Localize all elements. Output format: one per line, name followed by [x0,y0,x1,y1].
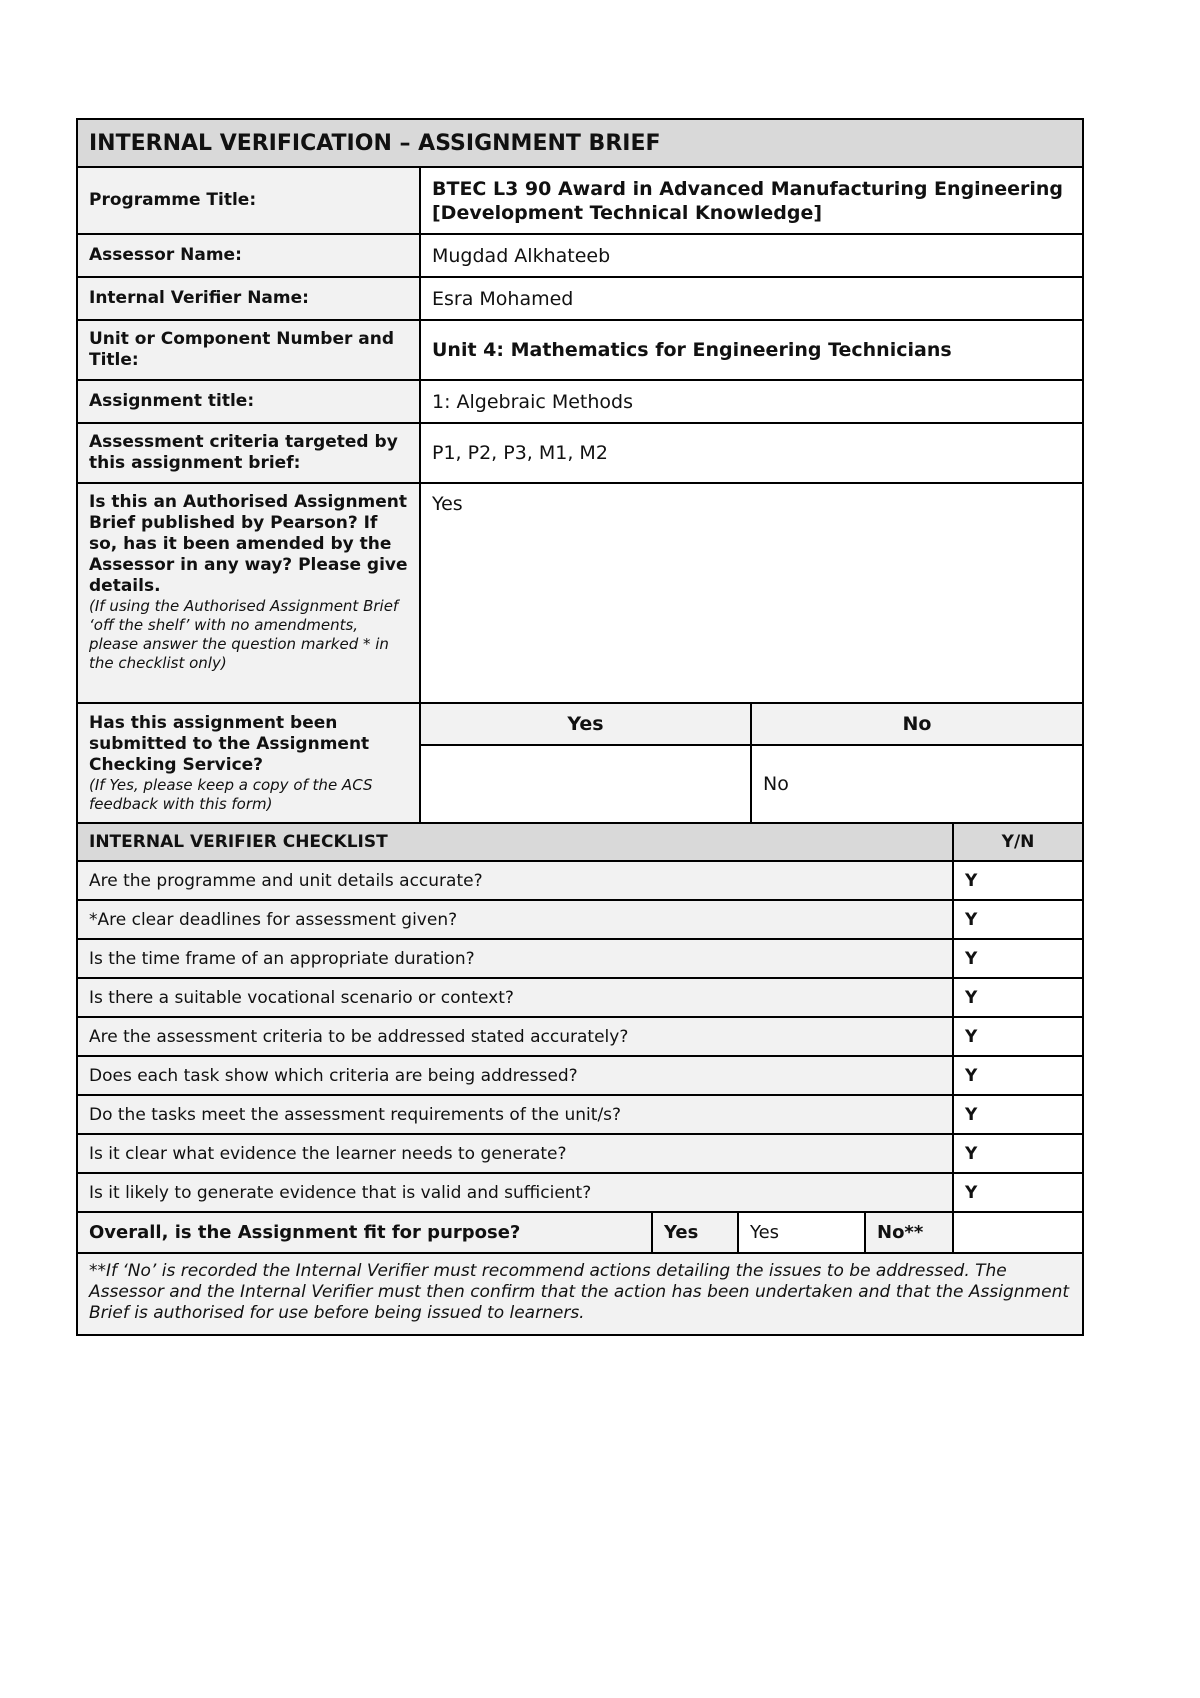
acs-note: (If Yes, please keep a copy of the ACS feedback with this form) [89,775,373,813]
checklist-row [77,1095,1083,1134]
acs-no-value[interactable]: No [751,745,1083,823]
checklist-answer[interactable]: Y [953,1095,1083,1134]
authorised-brief-value[interactable]: Yes [420,483,1083,703]
checklist-row [77,861,1083,900]
checklist-answer[interactable]: Y [953,1173,1083,1212]
checklist-question: Is it likely to generate evidence that is valid and sufficient? [77,1173,953,1212]
checklist-answer-header: Y/N [953,823,1083,861]
acs-question: Has this assignment been submitted to the Assignment Checking Service? [89,712,370,775]
programme-title-label: Programme Title: [77,167,420,234]
checklist-answer[interactable]: Y [953,939,1083,978]
checklist-answer[interactable]: Y [953,978,1083,1017]
checklist-row [77,1173,1083,1212]
checklist-question: Are the assessment criteria to be addressed stated accurately? [77,1017,953,1056]
checklist-row [77,978,1083,1017]
checklist-answer[interactable]: Y [953,1134,1083,1173]
checklist-row [77,1056,1083,1095]
checklist-question: Is the time frame of an appropriate duration? [77,939,953,978]
assignment-title-value[interactable]: 1: Algebraic Methods [420,380,1083,423]
checklist-row [77,1017,1083,1056]
form-title: INTERNAL VERIFICATION – ASSIGNMENT BRIEF [77,119,1083,167]
checklist-question: Does each task show which criteria are being addressed? [77,1056,953,1095]
programme-title-value[interactable]: BTEC L3 90 Award in Advanced Manufacturing Engineering [Development Technical Knowledge] [420,167,1083,234]
verification-form [76,118,1082,1336]
criteria-label: Assessment criteria targeted by this assignment brief: [77,423,420,483]
checklist-footnote: **If ‘No’ is recorded the Internal Verifier must recommend actions detailing the issues to be addressed. The Assessor and the Internal Verifier must then confirm that the action has been undertaken and that the Assignment Brief is authorised for use before being issued to learners. [77,1253,1083,1335]
overall-no-value[interactable] [953,1212,1083,1253]
overall-label: Overall, is the Assignment fit for purpose? [77,1212,652,1253]
assignment-title-label: Assignment title: [77,380,420,423]
acs-no-header: No [751,703,1083,745]
overall-yes-label: Yes [652,1212,738,1253]
checklist-row [77,939,1083,978]
checklist-question: Is there a suitable vocational scenario or context? [77,978,953,1017]
checklist-answer[interactable]: Y [953,861,1083,900]
unit-value[interactable]: Unit 4: Mathematics for Engineering Technicians [420,320,1083,380]
authorised-brief-question: Is this an Authorised Assignment Brief published by Pearson? If so, has it been amended by the Assessor in any way? Please give details. [89,492,408,596]
assessor-name-value[interactable]: Mugdad Alkhateeb [420,234,1083,277]
assessor-name-label: Assessor Name: [77,234,420,277]
acs-yes-header: Yes [420,703,751,745]
verifier-name-label: Internal Verifier Name: [77,277,420,320]
acs-label [77,703,420,823]
unit-label: Unit or Component Number and Title: [77,320,420,380]
checklist-question: Is it clear what evidence the learner needs to generate? [77,1134,953,1173]
checklist-answer[interactable]: Y [953,1056,1083,1095]
overall-no-label: No** [865,1212,953,1253]
authorised-brief-label [77,483,420,703]
checklist-row [77,900,1083,939]
criteria-value[interactable]: P1, P2, P3, M1, M2 [420,423,1083,483]
checklist-answer[interactable]: Y [953,1017,1083,1056]
checklist-row [77,1134,1083,1173]
checklist-table [76,822,1084,1336]
overall-yes-value[interactable]: Yes [738,1212,865,1253]
checklist-answer[interactable]: Y [953,900,1083,939]
acs-yes-value[interactable] [420,745,751,823]
checklist-question: *Are clear deadlines for assessment given? [77,900,953,939]
authorised-brief-note: (If using the Authorised Assignment Brief ‘off the shelf’ with no amendments, please answer the question marked * in the checklist only) [89,597,399,672]
checklist-question: Do the tasks meet the assessment requirements of the unit/s? [77,1095,953,1134]
checklist-question: Are the programme and unit details accurate? [77,861,953,900]
verifier-name-value[interactable]: Esra Mohamed [420,277,1083,320]
checklist-header: INTERNAL VERIFIER CHECKLIST [77,823,953,861]
assignment-brief-table [76,118,1084,824]
